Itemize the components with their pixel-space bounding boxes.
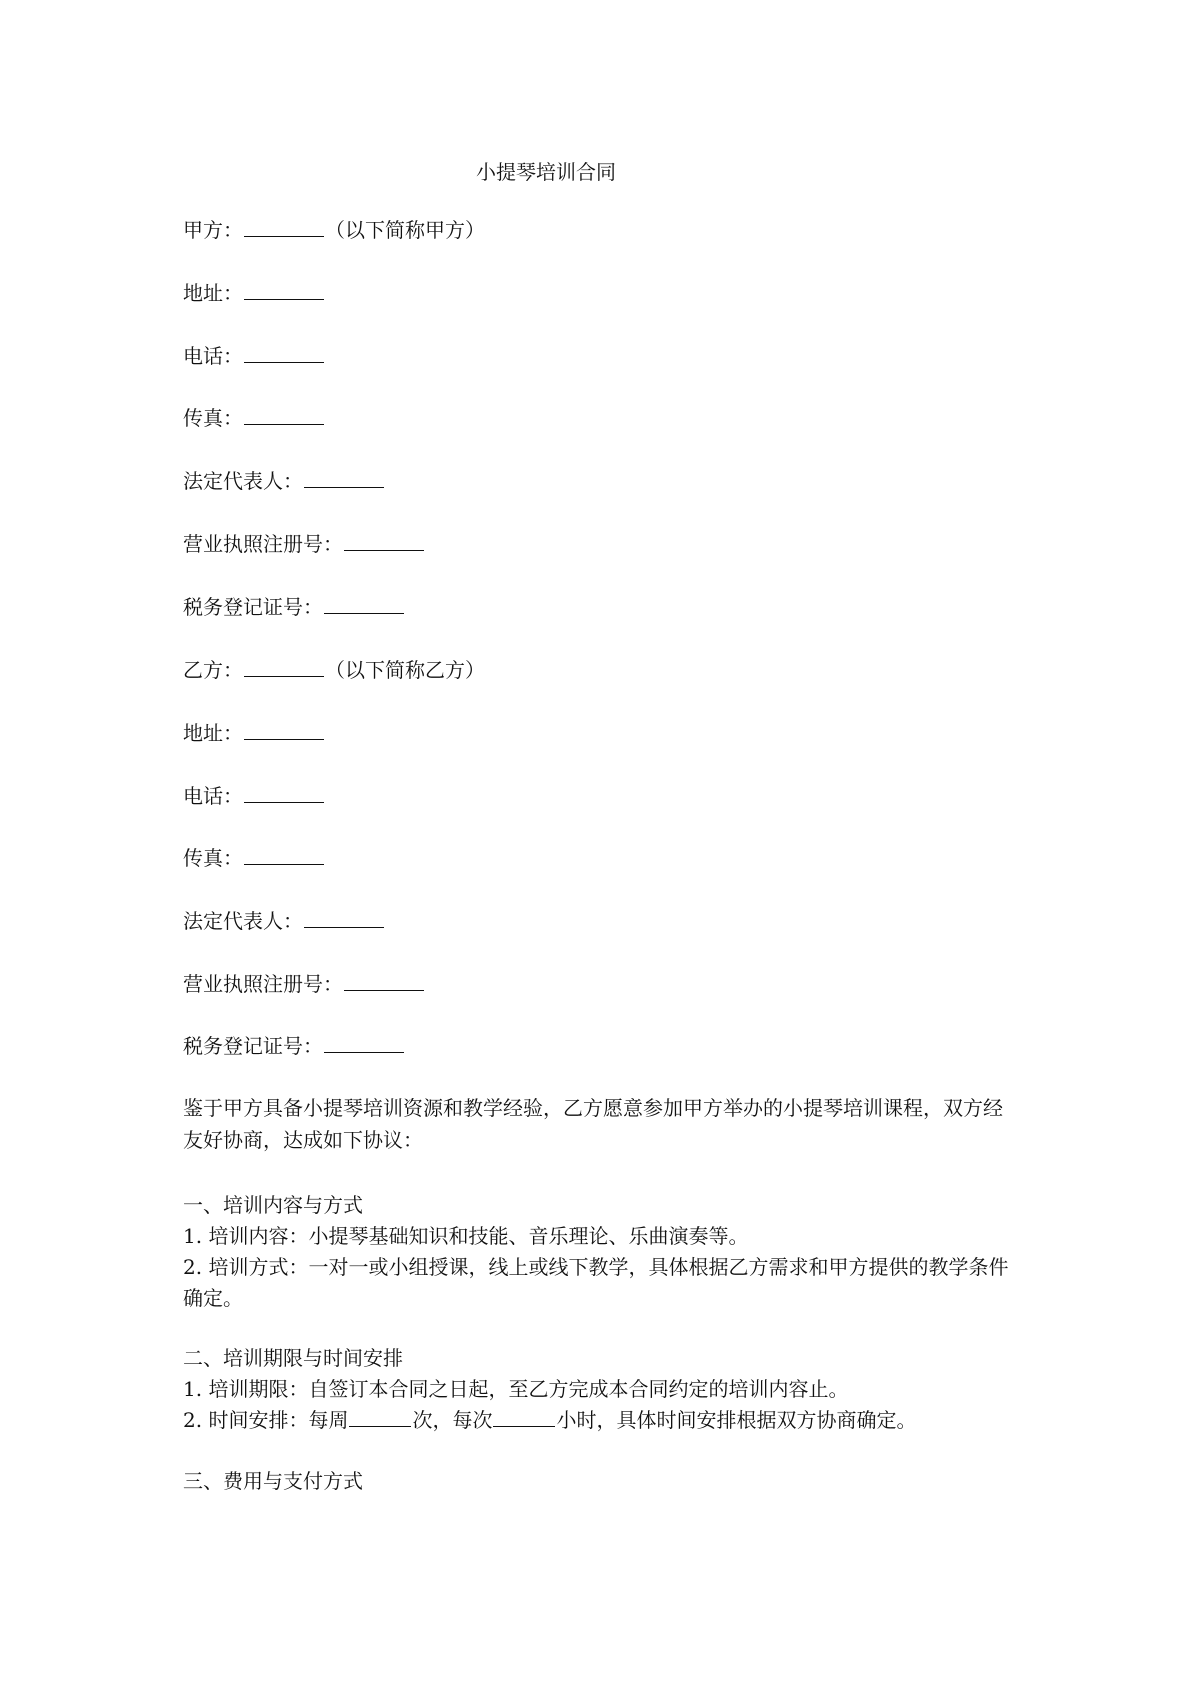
- party-a-name-blank[interactable]: [244, 218, 324, 237]
- party-a-address-blank[interactable]: [244, 281, 324, 300]
- party-b-address-blank[interactable]: [244, 721, 324, 740]
- hours-per-session-blank[interactable]: [493, 1408, 555, 1427]
- party-a-phone-line: [183, 344, 325, 368]
- party-a-license-blank[interactable]: [344, 532, 424, 551]
- party-a-tax-line: [183, 595, 405, 619]
- party-a-legal-rep-blank[interactable]: [304, 469, 384, 488]
- party-a-name-line: [183, 218, 485, 242]
- party-b-name-label: 乙方：: [183, 658, 243, 682]
- party-a-phone-blank[interactable]: [244, 344, 324, 363]
- section-1-heading: 一、培训内容与方式: [183, 1193, 363, 1217]
- party-b-name-line: [183, 658, 485, 682]
- party-a-license-label: 营业执照注册号：: [183, 532, 343, 556]
- section-2-item-2: [183, 1405, 1013, 1436]
- party-a-fax-label: 传真：: [183, 406, 243, 430]
- section-1-item-2: 2. 培训方式：一对一或小组授课，线上或线下教学，具体根据乙方需求和甲方提供的教学条件确定。: [183, 1255, 1009, 1310]
- party-b-name-suffix: （以下简称乙方）: [325, 658, 485, 682]
- party-b-fax-line: [183, 846, 325, 870]
- party-b-tax-label: 税务登记证号：: [183, 1034, 323, 1058]
- party-b-address-label: 地址：: [183, 721, 243, 745]
- party-b-license-label: 营业执照注册号：: [183, 972, 343, 996]
- party-b-tax-blank[interactable]: [324, 1034, 404, 1053]
- party-a-license-line: [183, 532, 425, 556]
- party-b-tax-line: [183, 1034, 405, 1058]
- section-3-heading: 三、费用与支付方式: [183, 1469, 363, 1493]
- party-b-legal-rep-label: 法定代表人：: [183, 909, 303, 933]
- party-a-tax-label: 税务登记证号：: [183, 595, 323, 619]
- schedule-prefix: 2. 时间安排：每周: [183, 1408, 349, 1432]
- section-3: [183, 1466, 1013, 1497]
- party-a-name-suffix: （以下简称甲方）: [325, 218, 485, 242]
- party-b-phone-line: [183, 784, 325, 808]
- section-2: [183, 1343, 1013, 1436]
- party-a-address-label: 地址：: [183, 281, 243, 305]
- party-b-fax-label: 传真：: [183, 846, 243, 870]
- party-a-legal-rep-label: 法定代表人：: [183, 469, 303, 493]
- party-a-fax-line: [183, 406, 325, 430]
- party-b-name-blank[interactable]: [244, 658, 324, 677]
- party-b-address-line: [183, 721, 325, 745]
- schedule-mid: 次，每次: [412, 1408, 493, 1432]
- party-a-tax-blank[interactable]: [324, 595, 404, 614]
- section-2-item-1: 1. 培训期限：自签订本合同之日起，至乙方完成本合同约定的培训内容止。: [183, 1377, 849, 1401]
- party-b-phone-label: 电话：: [183, 784, 243, 808]
- party-a-phone-label: 电话：: [183, 344, 243, 368]
- party-a-name-label: 甲方：: [183, 218, 243, 242]
- party-b-phone-blank[interactable]: [244, 784, 324, 803]
- schedule-suffix: 小时，具体时间安排根据双方协商确定。: [556, 1408, 917, 1432]
- sessions-per-week-blank[interactable]: [349, 1408, 411, 1427]
- party-b-legal-rep-blank[interactable]: [304, 909, 384, 928]
- party-a-legal-rep-line: [183, 469, 385, 493]
- party-b-license-blank[interactable]: [344, 972, 424, 991]
- document-title: 小提琴培训合同: [476, 160, 616, 184]
- section-2-heading: 二、培训期限与时间安排: [183, 1346, 403, 1370]
- section-1-item-1: 1. 培训内容：小提琴基础知识和技能、音乐理论、乐曲演奏等。: [183, 1224, 749, 1248]
- party-b-license-line: [183, 972, 425, 996]
- party-a-address-line: [183, 281, 325, 305]
- party-a-fax-blank[interactable]: [244, 406, 324, 425]
- section-1: [183, 1190, 1013, 1314]
- preamble-paragraph: 鉴于甲方具备小提琴培训资源和教学经验，乙方愿意参加甲方举办的小提琴培训课程，双方经友好协商，达成如下协议：: [183, 1096, 1003, 1152]
- party-b-legal-rep-line: [183, 909, 385, 933]
- party-b-fax-blank[interactable]: [244, 846, 324, 865]
